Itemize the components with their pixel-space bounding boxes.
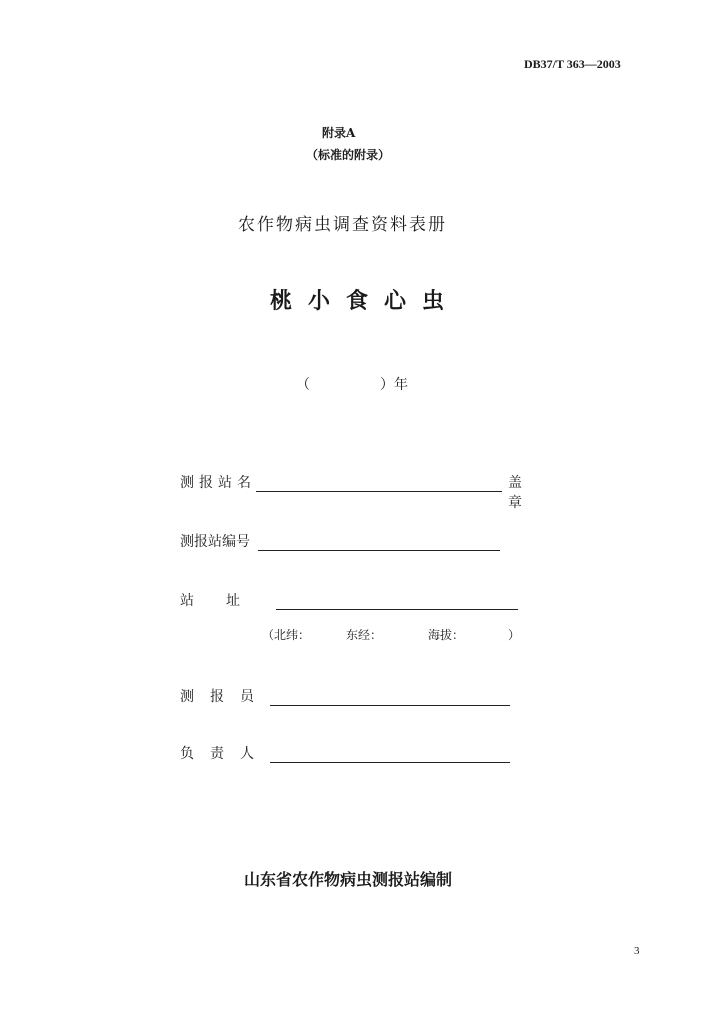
station-name-field[interactable]	[256, 477, 502, 492]
reporter-label: 测报员	[180, 689, 270, 705]
coordinates-line	[262, 626, 520, 643]
station-name-row	[180, 472, 522, 511]
latitude-label: （北纬：	[262, 628, 311, 642]
supervisor-row	[180, 743, 510, 763]
stamp-label: 盖章	[508, 475, 522, 511]
longitude-label: 东经：	[346, 628, 383, 642]
supervisor-label: 负责人	[180, 746, 270, 762]
station-code-field[interactable]	[258, 536, 500, 551]
station-name-label: 测报站名	[180, 475, 256, 491]
appendix-title: 附录A	[322, 126, 356, 140]
year-close-label: ）年	[380, 377, 408, 393]
reporter-field[interactable]	[270, 691, 510, 706]
address-field[interactable]	[276, 595, 518, 610]
pest-name: 桃小食心虫	[270, 288, 461, 314]
station-code-row	[180, 531, 500, 551]
year-open-paren: （	[296, 377, 310, 393]
reporter-row	[180, 686, 510, 706]
supervisor-field[interactable]	[270, 748, 510, 763]
address-label: 站址	[180, 593, 272, 609]
station-code-label: 测报站编号	[180, 534, 250, 550]
year-field	[296, 374, 408, 394]
altitude-label: 海拔：	[428, 628, 465, 642]
appendix-note: （标准的附录）	[306, 148, 391, 162]
document-title: 农作物病虫调查资料表册	[238, 215, 447, 235]
address-row	[180, 590, 518, 610]
compiler-credit: 山东省农作物病虫测报站编制	[244, 870, 453, 889]
standard-code: DB37/T 363—2003	[524, 57, 621, 71]
page-number: 3	[634, 945, 640, 957]
coordinates-close: ）	[508, 628, 521, 642]
